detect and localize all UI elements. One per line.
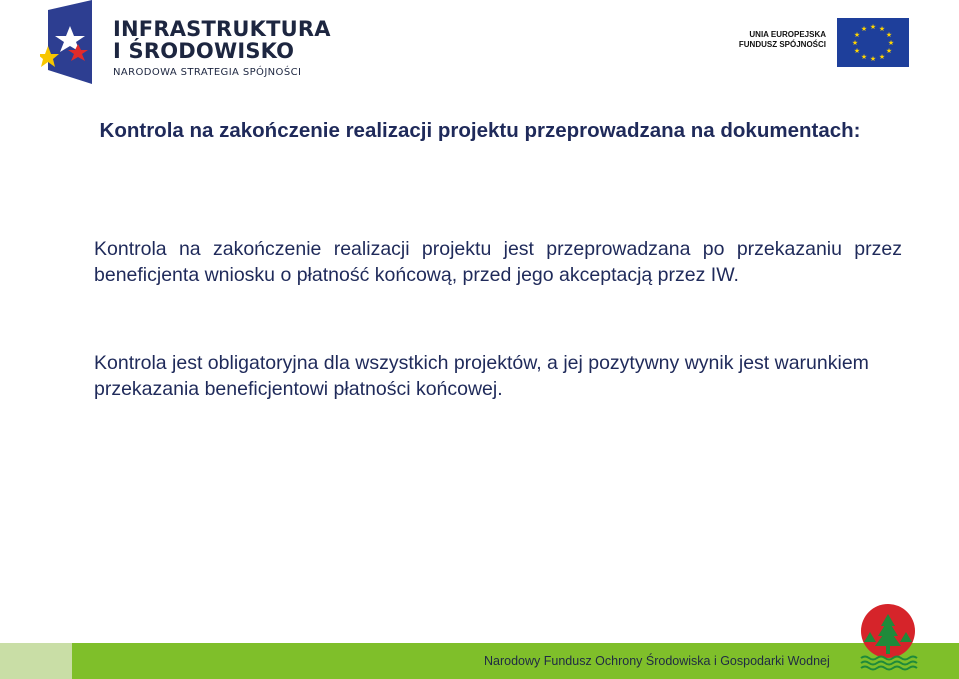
- svg-text:★: ★: [887, 39, 895, 47]
- logo-title-line2: I ŚRODOWISKO: [113, 39, 295, 63]
- svg-text:★: ★: [885, 47, 893, 55]
- eu-label-line1: UNIA EUROPEJSKA: [749, 30, 826, 39]
- eu-flag-icon: [837, 18, 909, 67]
- svg-text:★: ★: [860, 25, 868, 33]
- footer-organization-name: Narodowy Fundusz Ochrony Środowiska i Gospodarki Wodnej: [484, 654, 830, 668]
- nfosigw-logo-icon: [857, 604, 919, 672]
- svg-text:★: ★: [851, 39, 859, 47]
- svg-text:★: ★: [853, 47, 861, 55]
- svg-text:★: ★: [860, 53, 868, 61]
- infrastruktura-logo-icon: [40, 0, 98, 84]
- svg-text:★: ★: [878, 25, 886, 33]
- paragraph-2: Kontrola jest obligatoryjna dla wszystkich projektów, a jej pozytywny wynik jest warunkiem przekazania beneficjentowi płatności końcowej.: [94, 352, 869, 400]
- eu-label-line2: FUNDUSZ SPÓJNOŚCI: [738, 40, 826, 49]
- eu-label: [714, 30, 826, 50]
- svg-text:★: ★: [869, 55, 877, 63]
- svg-text:★: ★: [869, 23, 877, 31]
- svg-text:★: ★: [878, 53, 886, 61]
- svg-text:★: ★: [853, 31, 861, 39]
- slide-title: Kontrola na zakończenie realizacji projektu przeprowadzana na dokumentach:: [99, 119, 861, 142]
- logo-subtitle: NARODOWA STRATEGIA SPÓJNOŚCI: [113, 67, 302, 78]
- logo-title-line1: INFRASTRUKTURA: [113, 17, 331, 41]
- svg-text:★: ★: [885, 31, 893, 39]
- paragraph-1: Kontrola na zakończenie realizacji projektu jest przeprowadzana po przekazaniu przez beneficjenta wniosku o płatność końcową, przed jego akceptacją przez IW.: [94, 238, 902, 286]
- footer-bar-accent: [0, 643, 72, 679]
- infrastruktura-logo-text: [113, 18, 331, 80]
